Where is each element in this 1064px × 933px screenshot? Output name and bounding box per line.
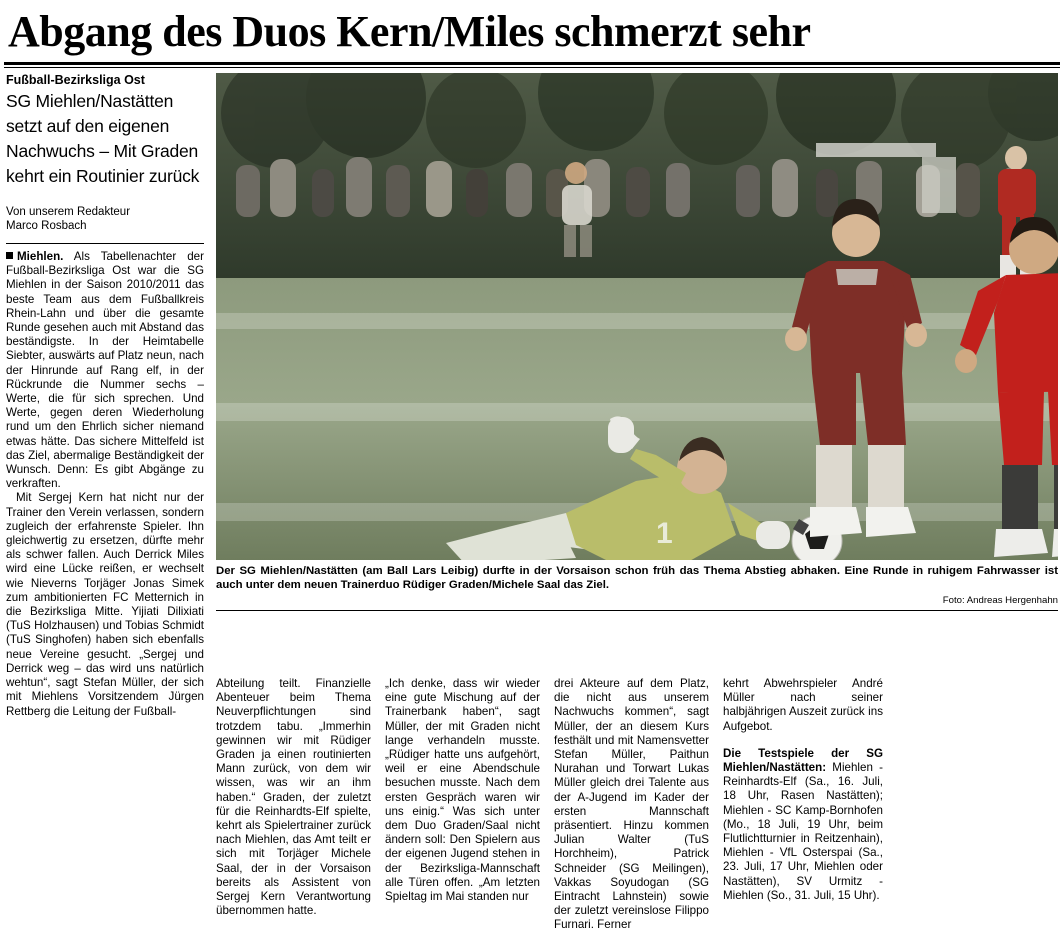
lead-divider: [6, 243, 204, 244]
bottom-column-4: [723, 677, 883, 933]
bottom-column-2: [385, 677, 540, 933]
photo-caption: Der SG Miehlen/Nastätten (am Ball Lars Leibig) durfte in der Vorsaison schon früh das Thema Abstieg abhaken. Eine Runde in ruhigem Fahrwasser ist auch unter dem neuen Trainerduo Rüdiger Graden/Michele Saal das Ziel.: [216, 565, 1058, 591]
headline-rule: [4, 62, 1060, 65]
bottom-column-3: [554, 677, 709, 933]
photo-block: [216, 73, 1058, 617]
bottom-col-4-paragraph: kehrt Abwehrspieler André Müller nach seiner halbjährigen Auszeit zurück ins Aufgebot.: [723, 677, 883, 733]
byline-line-1: Von unserem Redakteur: [6, 206, 131, 218]
dateline: Miehlen.: [17, 250, 64, 263]
article-kicker: Fußball-Bezirksliga Ost: [6, 73, 145, 87]
square-bullet-icon: [6, 252, 13, 259]
lead-paragraph: [6, 250, 204, 491]
left-paragraph-1: Als Tabellenachter der Fußball-Bezirksliga Ost war die SG Miehlen in der Saison 2010/2011 das beste Team aus dem Fußballkreis Rhein-Lahn und über die gesamte Runde gesehen auch mit Abstand das beständigste. In der Heimtabelle Siebter, auswärts auf Platz neun, nach der Hinrunde auf Rang elf, in der Rückrunde die Nummer sechs – Werte, die für sich sprechen. Und Werte, gegen deren Wiederholung rund um den Ehrlich sicher niemand etwas hätte. Das sichere Mittelfeld ist das Ziel, abermalige Beständigkeit der Wunsch. Denn: Es gibt Abgänge zu verkraften.: [6, 250, 204, 491]
left-column: [6, 73, 204, 719]
match-photo-graphic: [216, 73, 1058, 560]
bottom-col-2-paragraph: „Ich denke, dass wir wieder eine gute Mischung auf der Trainerbank haben“, sagt Müller, der mit Graden nicht lange verhandeln musste. „Rüdiger hatte uns aufgehört, weil er eine Abendschule besuchen musste. Nach dem ersten Gespräch waren wir uns einig.“ Was sich unter dem Duo Graden/Saal nicht ändern soll: Den Spielern aus der eigenen Jugend stehen in der Bezirksliga-Mannschaft alle Türen offen. „Am letzten Spieltag im Mai standen nur: [385, 677, 540, 904]
testspiele-label: Die Testspiele der SG Miehlen/Nastätten:: [723, 746, 883, 775]
page-headline: Abgang des Duos Kern/Miles schmerzt sehr: [8, 7, 811, 56]
bottom-columns: [216, 677, 1058, 933]
match-photo: [216, 73, 1058, 560]
testspiele-block: [723, 747, 883, 903]
headline-rule-thin: [4, 67, 1060, 68]
left-column-text: [6, 250, 204, 719]
bottom-col-1-paragraph: Abteilung teilt. Finanzielle Abenteuer beim Thema Neuverpflichtungen sind trotzdem tabu. „Immerhin gewinnen wir mit Rüdiger Graden ja einen routinierten Mann zurück, von dem wir wissen, was wir an ihm haben.“ Graden, der zuletzt für die Reinhardts-Elf spielte, kehrt als Spielertrainer zurück nach Miehlen, das Amt teilt er sich mit Torjäger Michele Saal, der in der Vorsaison bereits als Assistent von Sergej Kern Verantwortung übernommen hatte.: [216, 677, 371, 918]
bottom-column-1: [216, 677, 371, 933]
article-subhead: SG Miehlen/Nastätten setzt auf den eigenen Nachwuchs – Mit Graden kehrt ein Routinier zurück: [6, 91, 200, 186]
bottom-col-3-paragraph: drei Akteure auf dem Platz, die nicht aus unserem Nachwuchs kommen“, sagt Müller, der an diesem Kurs festhält und mit Namensvetter Stefan Müller, Paithun Nurahan und Torwart Lukas Müller gleich drei Talente aus der A-Jugend im Kader der ersten Mannschaft präsentiert. Hinzu kommen Julian Walter (TuS Horchheim), Patrick Schneider (SG Meilingen), Vakkas Soyudogan (SG Eintracht Lahnstein) sowie der zuletzt vereinslose Filippo Furnari. Ferner: [554, 677, 709, 932]
testspiele-text: Miehlen - Reinhardts-Elf (Sa., 16. Juli, 18 Uhr, Rasen Nastätten); Miehlen - SC Kamp-Bornhofen (Mo., 18 Juli, 19 Uhr, beim Flutlichtturnier in Reitzenhain), Miehlen - VfL Osterspai (Sa., 23. Juli, 17 Uhr, Miehlen oder Nastätten), SV Urmitz - Miehlen (So., 31. Juli, 15 Uhr).: [723, 761, 883, 902]
caption-divider: [216, 610, 1058, 611]
byline: [6, 205, 204, 233]
byline-line-2: Marco Rosbach: [6, 220, 87, 232]
left-paragraph-2: Mit Sergej Kern hat nicht nur der Trainer den Verein verlassen, sondern zugleich der erfahrenste Spieler. Ihn gleichwertig zu ersetzen, dürfte mehr als schwer fallen. Auch Derrick Miles wird eine Lücke reißen, er wechselt wie Nieverns Torjäger Jonas Simek zum ambitionierten FC Metternich in die Bezirksliga Mitte. Yijiati Dilixiati (TuS Holzhausen) und Tobias Schmidt (TuS Singhofen) haben sich ebenfalls neue Vereine gesucht. „Sergej und Derrick weg – das wird uns natürlich wehtun“, sagt Stefan Müller, der sich mit Miehlens Vorsitzendem Jürgen Rettberg die Leitung der Fußball-: [6, 491, 204, 718]
svg-text:1: 1: [656, 517, 673, 550]
photo-credit: Foto: Andreas Hergenhahn: [942, 595, 1058, 607]
